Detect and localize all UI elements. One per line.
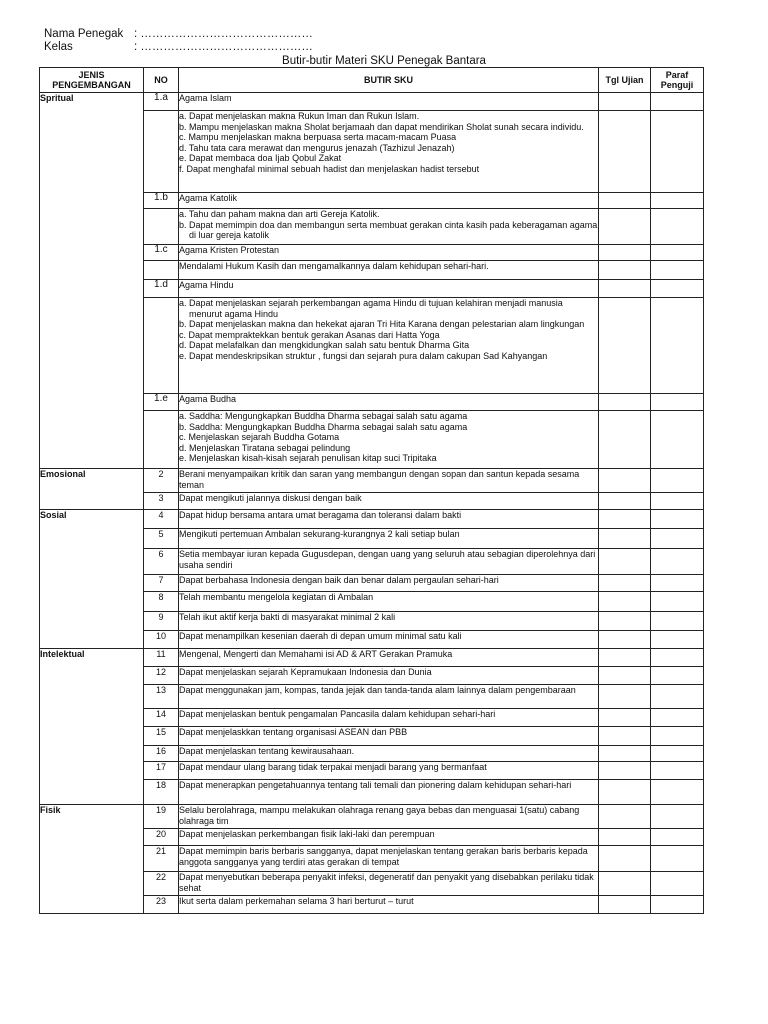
item-list	[179, 111, 599, 193]
list-item: Mendalami Hukum Kasih dan mengamalkannya dalam kehidupan sehari-hari.	[179, 261, 489, 271]
col-category-header: JENIS PENGEMBANGAN	[40, 68, 144, 93]
date-cell[interactable]	[599, 280, 651, 298]
class-line	[44, 41, 313, 54]
date-cell[interactable]	[599, 762, 651, 780]
item-list	[179, 261, 599, 280]
col-date-header: Tgl Ujian	[599, 68, 651, 93]
sign-cell[interactable]	[651, 649, 704, 667]
list-item: e. Menjelaskan kisah-kisah sejarah penulisan kitap suci Tripitaka	[179, 453, 437, 463]
list-item: c. Dapat mempraktekkan bentuk gerakan Asanas dari Hatta Yoga	[179, 329, 440, 340]
sign-cell[interactable]	[651, 685, 704, 709]
date-cell[interactable]	[599, 93, 651, 111]
item-text: Dapat menjelaskan perkembangan fisik laki-laki dan perempuan	[179, 829, 599, 846]
row-number: 19	[144, 805, 179, 829]
date-cell[interactable]	[599, 510, 651, 529]
item-head: Agama Islam	[179, 93, 599, 111]
date-cell[interactable]	[599, 411, 651, 469]
sign-cell[interactable]	[651, 245, 704, 261]
date-cell[interactable]	[599, 896, 651, 914]
table-row	[40, 649, 704, 667]
sign-cell[interactable]	[651, 780, 704, 805]
item-text: Setia membayar iuran kepada Gugusdepan, dengan uang yang seluruh atau sebagian diperolehnya dari usaha sendiri	[179, 549, 599, 575]
list-item: d. Menjelaskan Tiratana sebagai pelindung	[179, 442, 351, 453]
item-list	[179, 411, 599, 469]
sign-cell[interactable]	[651, 709, 704, 727]
item-head: Agama Katolik	[179, 193, 599, 209]
name-value: : ………………………………………	[134, 28, 313, 40]
row-number: 1.c	[144, 245, 179, 261]
item-text: Telah ikut aktif kerja bakti di masyarakat minimal 2 kali	[179, 612, 599, 631]
table-row	[40, 805, 704, 829]
table-row	[40, 93, 704, 111]
date-cell[interactable]	[599, 709, 651, 727]
sku-table	[39, 67, 704, 914]
date-cell[interactable]	[599, 261, 651, 280]
category-physical: Fisik	[40, 805, 144, 914]
sign-cell[interactable]	[651, 667, 704, 685]
sign-cell[interactable]	[651, 612, 704, 631]
name-label: Nama Penegak	[44, 28, 124, 40]
list-item: b. Dapat menjelaskan makna dan hekekat ajaran Tri Hita Karana dengan pelestarian alam lingkungan	[179, 319, 585, 329]
category-emotional: Emosional	[40, 469, 144, 510]
row-number: 7	[144, 575, 179, 592]
row-number: 23	[144, 896, 179, 914]
sign-cell[interactable]	[651, 631, 704, 649]
row-number: 1.b	[144, 193, 179, 209]
item-text: Dapat menyebutkan beberapa penyakit infeksi, degeneratif dan penyakit yang disebabkan perilaku tidak sehat	[179, 872, 599, 896]
date-cell[interactable]	[599, 685, 651, 709]
row-number: 20	[144, 829, 179, 846]
list-item: e. Dapat membaca doa Ijab Qobul Zakat	[179, 153, 342, 163]
list-item: f. Dapat menghafal minimal sebuah hadist dan menjelaskan hadist tersebut	[179, 163, 480, 174]
row-number: 1.e	[144, 394, 179, 411]
date-cell[interactable]	[599, 111, 651, 193]
sign-cell[interactable]	[651, 411, 704, 469]
item-head: Agama Hindu	[179, 280, 599, 298]
list-item: c. Mampu menjelaskan makna berpuasa serta macam-macam Puasa	[179, 132, 457, 142]
item-list	[179, 209, 599, 245]
sign-cell[interactable]	[651, 805, 704, 829]
list-item: a. Tahu dan paham makna dan arti Gereja Katolik.	[179, 209, 380, 219]
date-cell[interactable]	[599, 829, 651, 846]
item-text: Mengenal, Mengerti dan Memahami isi AD & ART Gerakan Pramuka	[179, 649, 599, 667]
row-number: 6	[144, 549, 179, 575]
row-number: 4	[144, 510, 179, 529]
date-cell[interactable]	[599, 575, 651, 592]
row-number: 5	[144, 529, 179, 549]
date-cell[interactable]	[599, 592, 651, 612]
list-item: a. Dapat menjelaskan sejarah perkembangan agama Hindu di tujuan kelahiran menjadi manusia menurut agama Hindu	[179, 298, 563, 319]
table-header-row	[40, 68, 704, 93]
date-cell[interactable]	[599, 245, 651, 261]
col-sign-header: Paraf Penguji	[651, 68, 704, 93]
item-list	[179, 298, 599, 394]
list-item: b. Saddha: Mengungkapkan Buddha Dharma sebagai salah satu agama	[179, 421, 468, 432]
row-number: 13	[144, 685, 179, 709]
col-no-header: NO	[144, 68, 179, 93]
sign-cell[interactable]	[651, 193, 704, 209]
document-title: Butir-butir Materi SKU Penegak Bantara	[282, 55, 486, 67]
item-text: Dapat berbahasa Indonesia dengan baik dan benar dalam pergaulan sehari-hari	[179, 575, 599, 592]
sign-cell[interactable]	[651, 469, 704, 493]
date-cell[interactable]	[599, 469, 651, 493]
class-label: Kelas	[44, 41, 73, 53]
row-number: 21	[144, 846, 179, 872]
row-number: 18	[144, 780, 179, 805]
row-number: 1.d	[144, 280, 179, 298]
list-item: b. Dapat memimpin doa dan membangun serta membuat gerakan cinta kasih pada keberagaman agama di luar gereja katolik	[179, 219, 598, 240]
item-text: Dapat menjelaskan sejarah Kepramukaan Indonesia dan Dunia	[179, 667, 599, 685]
col-item-header: BUTIR SKU	[179, 68, 599, 93]
date-cell[interactable]	[599, 209, 651, 245]
sign-cell[interactable]	[651, 111, 704, 193]
item-text: Dapat menggunakan jam, kompas, tanda jejak dan tanda-tanda alam lainnya dalam pengembaraan	[179, 685, 599, 709]
item-text: Mengikuti pertemuan Ambalan sekurang-kurangnya 2 kali setiap bulan	[179, 529, 599, 549]
list-item: a. Saddha: Mengungkapkan Buddha Dharma sebagai salah satu agama	[179, 411, 468, 421]
date-cell[interactable]	[599, 649, 651, 667]
item-text: Dapat mengikuti jalannya diskusi dengan baik	[179, 493, 599, 510]
date-cell[interactable]	[599, 612, 651, 631]
sign-cell[interactable]	[651, 394, 704, 411]
date-cell[interactable]	[599, 394, 651, 411]
sign-cell[interactable]	[651, 493, 704, 510]
sign-cell[interactable]	[651, 93, 704, 111]
item-text: Dapat menjelaskan bentuk pengamalan Pancasila dalam kehidupan sehari-hari	[179, 709, 599, 727]
list-item: b. Mampu menjelaskan makna Sholat berjamaah dan dapat mendirikan Sholat sunah secara individu.	[179, 121, 584, 132]
item-text: Dapat mendaur ulang barang tidak terpakai menjadi barang yang bermanfaat	[179, 762, 599, 780]
sign-cell[interactable]	[651, 592, 704, 612]
row-number: 2	[144, 469, 179, 493]
row-number: 22	[144, 872, 179, 896]
table-row	[40, 510, 704, 529]
item-text: Dapat menampilkan kesenian daerah di depan umum minimal satu kali	[179, 631, 599, 649]
sign-cell[interactable]	[651, 529, 704, 549]
date-cell[interactable]	[599, 493, 651, 510]
sign-cell[interactable]	[651, 762, 704, 780]
item-text: Telah membantu mengelola kegiatan di Ambalan	[179, 592, 599, 612]
sign-cell[interactable]	[651, 829, 704, 846]
sign-cell[interactable]	[651, 549, 704, 575]
date-cell[interactable]	[599, 529, 651, 549]
item-text: Dapat hidup bersama antara umat beragama dan toleransi dalam bakti	[179, 510, 599, 529]
category-spiritual: Spritual	[40, 93, 144, 469]
row-number: 14	[144, 709, 179, 727]
list-item: e. Dapat mendeskripsikan struktur , fungsi dan sejarah pura dalam cakupan Sad Kahyangan	[179, 350, 548, 361]
date-cell[interactable]	[599, 780, 651, 805]
date-cell[interactable]	[599, 805, 651, 829]
row-number: 11	[144, 649, 179, 667]
item-text: Dapat menerapkan pengetahuannya tentang tali temali dan pionering dalam kehidupan sehari-hari	[179, 780, 599, 805]
date-cell[interactable]	[599, 193, 651, 209]
list-item: d. Tahu tata cara merawat dan mengurus jenazah (Tazhizul Jenazah)	[179, 142, 455, 153]
class-value: : ………………………………………	[134, 41, 313, 53]
sign-cell[interactable]	[651, 575, 704, 592]
item-head: Agama Kristen Protestan	[179, 245, 599, 261]
date-cell[interactable]	[599, 727, 651, 746]
item-text: Ikut serta dalam perkemahan selama 3 hari berturut – turut	[179, 896, 599, 914]
sign-cell[interactable]	[651, 746, 704, 762]
category-intellectual: Intelektual	[40, 649, 144, 805]
table-row	[40, 469, 704, 493]
sign-cell[interactable]	[651, 209, 704, 245]
date-cell[interactable]	[599, 872, 651, 896]
sign-cell[interactable]	[651, 261, 704, 280]
date-cell[interactable]	[599, 298, 651, 394]
item-text: Selalu berolahraga, mampu melakukan olahraga renang gaya bebas dan menguasai 1(satu) cabang olahraga tim	[179, 805, 599, 829]
row-number: 12	[144, 667, 179, 685]
sign-cell[interactable]	[651, 298, 704, 394]
item-text: Dapat menjelaskkan tentang organisasi ASEAN dan PBB	[179, 727, 599, 746]
row-number: 15	[144, 727, 179, 746]
item-text: Berani menyampaikan kritik dan saran yang membangun dengan sopan dan santun kepada sesama teman	[179, 469, 599, 493]
row-number: 17	[144, 762, 179, 780]
row-number: 16	[144, 746, 179, 762]
list-item: a. Dapat menjelaskan makna Rukun Iman dan Rukun Islam.	[179, 111, 420, 121]
row-number: 10	[144, 631, 179, 649]
sign-cell[interactable]	[651, 727, 704, 746]
sign-cell[interactable]	[651, 872, 704, 896]
row-number: 9	[144, 612, 179, 631]
date-cell[interactable]	[599, 746, 651, 762]
row-number: 3	[144, 493, 179, 510]
sign-cell[interactable]	[651, 510, 704, 529]
sign-cell[interactable]	[651, 846, 704, 872]
category-social: Sosial	[40, 510, 144, 649]
date-cell[interactable]	[599, 549, 651, 575]
item-text: Dapat memimpin baris berbaris sangganya, dapat menjelaskan tentang gerakan baris berbaris kepada anggota sangganya yang terdiri atas gerakan di tempat	[179, 846, 599, 872]
sign-cell[interactable]	[651, 896, 704, 914]
date-cell[interactable]	[599, 631, 651, 649]
list-item: d. Dapat melafalkan dan mengkidungkan salah satu bentuk Dharma Gita	[179, 340, 470, 350]
row-number: 1.a	[144, 93, 179, 111]
sign-cell[interactable]	[651, 280, 704, 298]
list-item: c. Menjelaskan sejarah Buddha Gotama	[179, 432, 340, 442]
date-cell[interactable]	[599, 846, 651, 872]
name-line	[44, 28, 313, 41]
item-text: Dapat menjelaskan tentang kewirausahaan.	[179, 746, 599, 762]
date-cell[interactable]	[599, 667, 651, 685]
row-number: 8	[144, 592, 179, 612]
item-head: Agama Budha	[179, 394, 599, 411]
